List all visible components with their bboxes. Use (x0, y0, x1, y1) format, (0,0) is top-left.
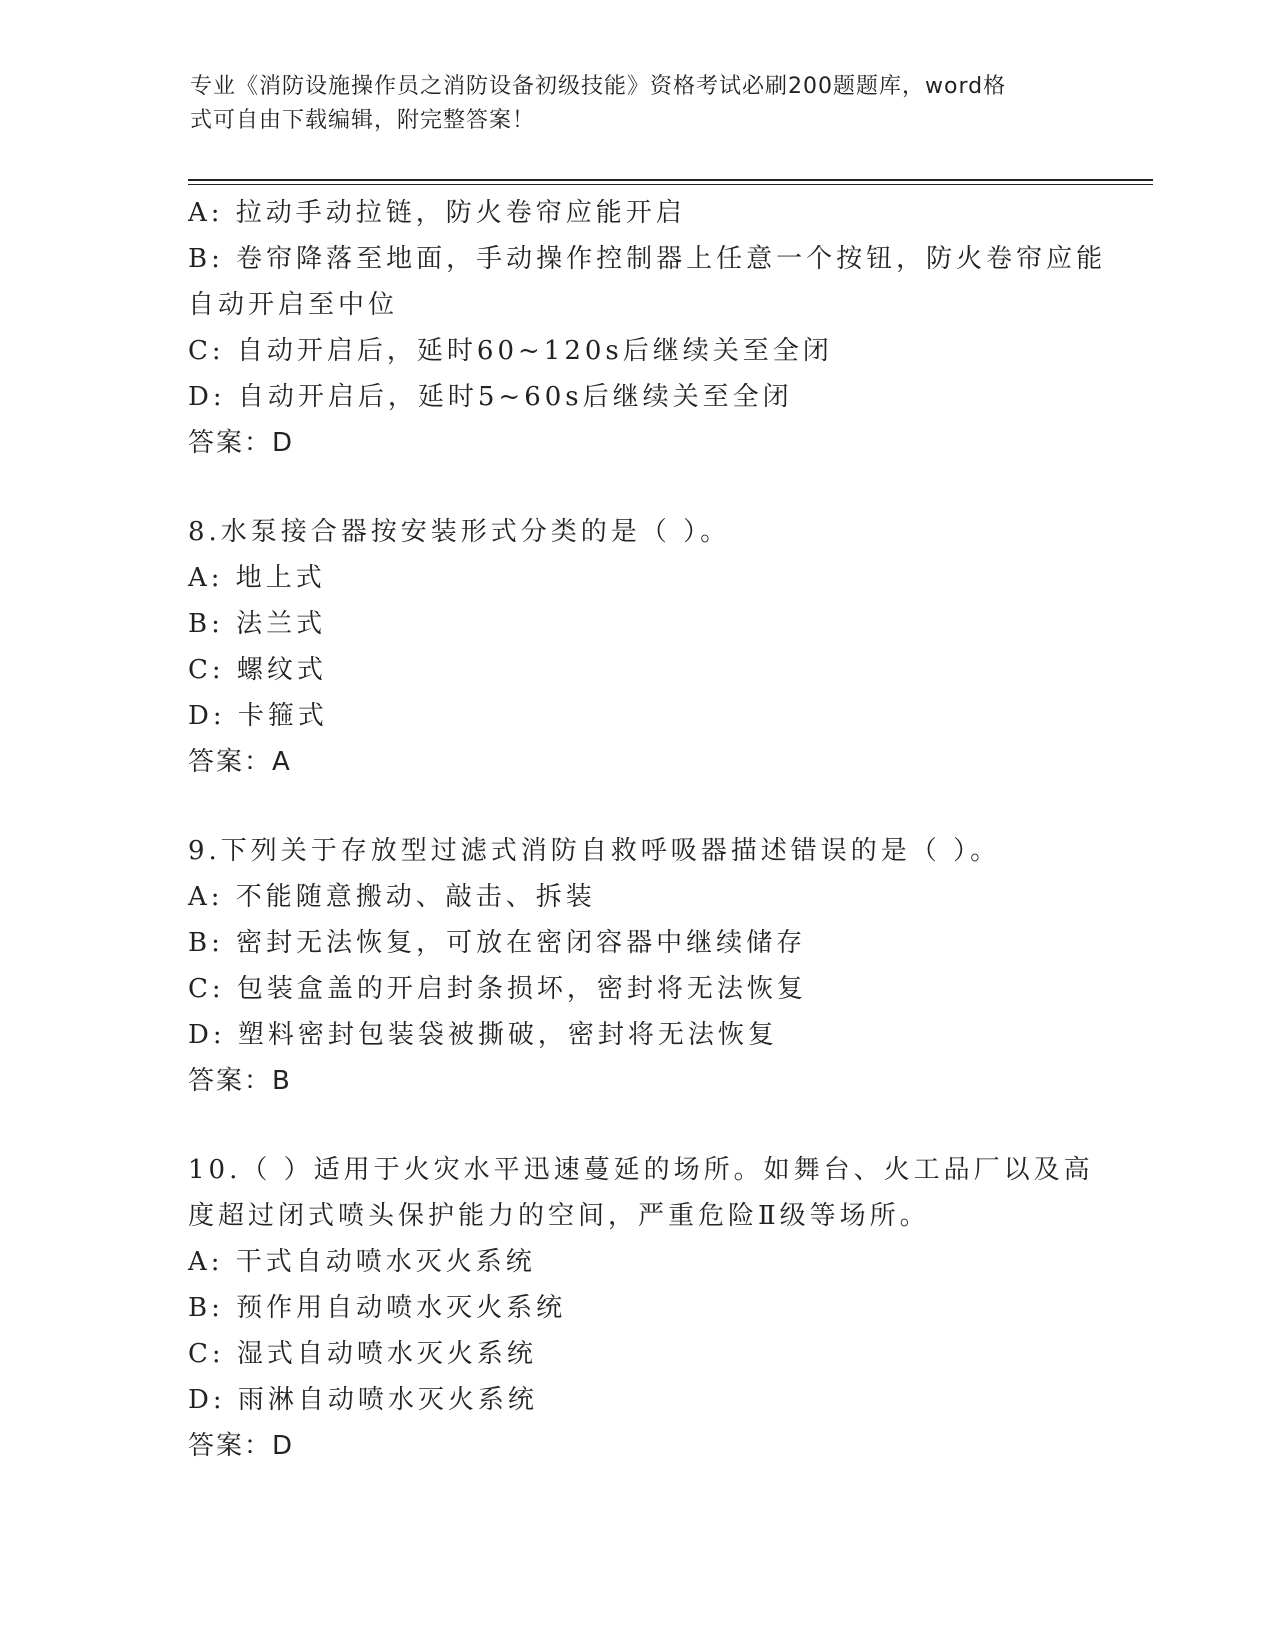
question-stem-line-2: 度超过闭式喷头保护能力的空间，严重危险Ⅱ级等场所。 (188, 1201, 930, 1231)
spacer (188, 1104, 1088, 1147)
option-b: B: 预作用自动喷水灭火系统 (188, 1293, 567, 1323)
answer: 答案：D (188, 428, 295, 458)
question-8 (188, 509, 1088, 785)
question-list (188, 190, 1107, 1469)
option-d: D: 塑料密封包装袋被撕破，密封将无法恢复 (188, 1020, 778, 1050)
option-c: C: 湿式自动喷水灭火系统 (188, 1339, 537, 1369)
option-b-line-1: B: 卷帘降落至地面，手动操作控制器上任意一个按钮，防火卷帘应能 (188, 244, 1107, 274)
header-line-2: 式可自由下载编辑，附完整答案！ (190, 108, 536, 133)
header-rule-thick (188, 179, 1153, 181)
header-line-1: 专业《消防设施操作员之消防设备初级技能》资格考试必刷200题题库，word格 (190, 74, 1007, 99)
option-d: D: 自动开启后，延时5~60s后继续关至全闭 (188, 382, 793, 412)
option-c: C: 包装盒盖的开启封条损坏，密封将无法恢复 (188, 974, 807, 1004)
question-stem: 8.水泵接合器按安装形式分类的是（ ）。 (188, 517, 731, 547)
question-9 (188, 828, 1088, 1104)
answer: 答案：D (188, 1431, 295, 1461)
option-a: A: 拉动手动拉链，防火卷帘应能开启 (188, 198, 686, 228)
option-a: A: 地上式 (188, 563, 326, 593)
option-a: A: 不能随意搬动、敲击、拆装 (188, 882, 596, 912)
answer: 答案：A (188, 747, 292, 777)
option-b-line-2: 自动开启至中位 (188, 290, 399, 320)
answer: 答案：B (188, 1066, 292, 1096)
question-stem-line-1: 10.（ ）适用于火灾水平迅速蔓延的场所。如舞台、火工品厂以及高 (188, 1155, 1094, 1185)
document-header (190, 70, 1070, 138)
header-rule-thin (188, 184, 1153, 185)
option-a: A: 干式自动喷水灭火系统 (188, 1247, 536, 1277)
question-stem: 9.下列关于存放型过滤式消防自救呼吸器描述错误的是（ ）。 (188, 836, 1001, 866)
option-b: B: 法兰式 (188, 609, 327, 639)
option-d: D: 雨淋自动喷水灭火系统 (188, 1385, 538, 1415)
option-d: D: 卡箍式 (188, 701, 328, 731)
spacer (188, 785, 1088, 828)
option-b: B: 密封无法恢复，可放在密闭容器中继续储存 (188, 928, 807, 958)
question-10 (188, 1147, 1094, 1469)
option-c: C: 螺纹式 (188, 655, 327, 685)
question-7 (188, 190, 1107, 466)
spacer (188, 466, 1088, 509)
option-c: C: 自动开启后，延时60~120s后继续关至全闭 (188, 336, 833, 366)
